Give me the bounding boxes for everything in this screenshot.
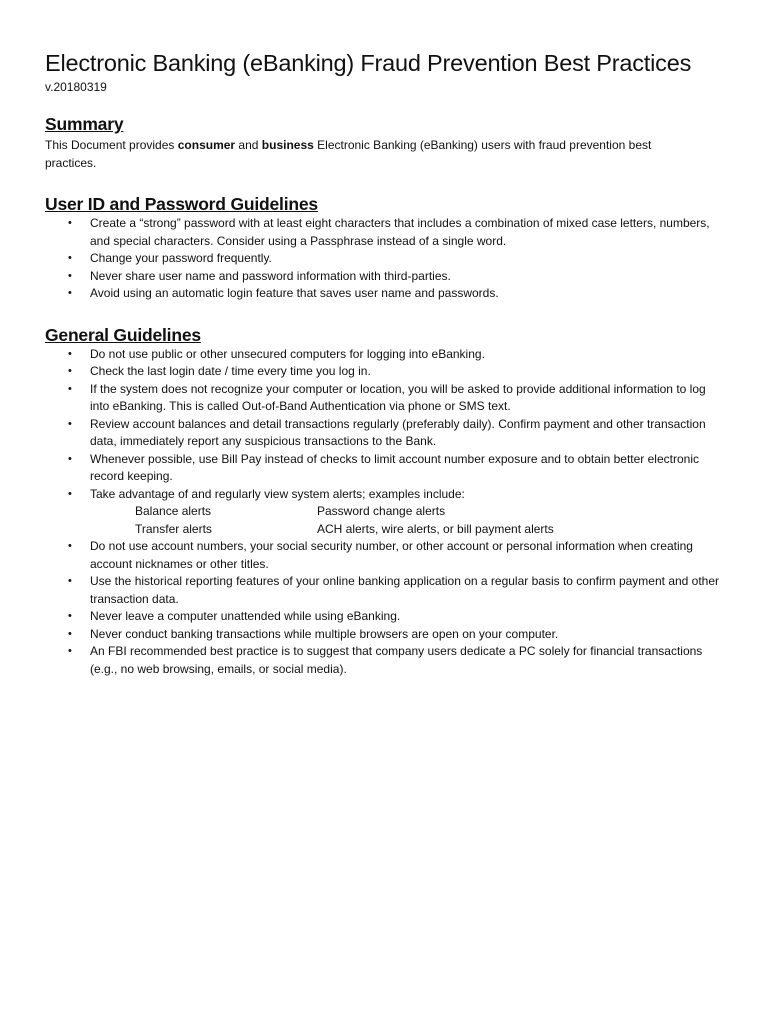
user-id-heading: User ID and Password Guidelines — [45, 194, 318, 214]
document-title: Electronic Banking (eBanking) Fraud Prevention Best Practices — [45, 50, 692, 76]
list-item — [45, 346, 730, 364]
list-item — [45, 215, 730, 250]
list-item-text: An FBI recommended best practice is to suggest that company users dedicate a PC solely for financial transactions (e.g., no web browsing, emails, or social media). — [90, 644, 703, 676]
list-item-text: If the system does not recognize your computer or location, you will be asked to provide additional information to log into eBanking. This is called Out-of-Band Authentication via phone or SMS text. — [90, 381, 706, 413]
list-item-text: Check the last login date / time every time you log in. — [90, 364, 371, 378]
bullet-icon: • — [68, 382, 72, 395]
bullet-icon: • — [68, 575, 72, 587]
list-item-text: Avoid using an automatic login feature that saves user name and passwords. — [90, 286, 499, 300]
list-item — [45, 626, 730, 644]
bullet-icon: • — [68, 627, 72, 640]
bullet-icon: • — [68, 217, 72, 229]
general-heading: General Guidelines — [45, 324, 201, 345]
bullet-icon: • — [68, 287, 72, 299]
list-item-text: Do not use public or other unsecured computers for logging into eBanking. — [90, 346, 485, 361]
summary-text-part: and — [235, 138, 262, 152]
list-item — [45, 250, 730, 268]
list-item-text: Change your password frequently. — [90, 251, 272, 265]
alert-example: Balance alerts — [135, 504, 212, 518]
bullet-icon: • — [68, 540, 72, 552]
list-item — [45, 268, 730, 286]
list-item-text: Do not use account numbers, your social security number, or other account or personal information when creating account nicknames or other titles. — [90, 539, 693, 571]
list-item-text: Never conduct banking transactions while multiple browsers are open on your computer. — [90, 626, 559, 641]
bullet-icon: • — [68, 252, 72, 264]
alert-example: Transfer alerts — [135, 521, 212, 536]
general-list — [45, 346, 730, 679]
bullet-icon: • — [68, 610, 72, 622]
bullet-icon: • — [68, 347, 72, 360]
list-item — [45, 416, 730, 451]
alert-example: Password change alerts — [317, 504, 446, 518]
list-item — [45, 285, 730, 303]
summary-bold-consumer: consumer — [177, 138, 236, 152]
summary-paragraph — [45, 137, 730, 172]
list-item-text: Review account balances and detail transactions regularly (preferably daily). Confirm payment and other transaction data, immediately report any suspicious transactions to the Bank. — [90, 416, 706, 448]
list-item — [45, 381, 730, 416]
list-item-text: Whenever possible, use Bill Pay instead of checks to limit account number exposure and to obtain better electronic record keeping. — [90, 451, 699, 483]
summary-bold-business: business — [261, 138, 314, 152]
bullet-icon: • — [68, 417, 72, 430]
list-item — [45, 538, 730, 573]
list-item-text: Never share user name and password information with third-parties. — [90, 268, 451, 283]
bullet-icon: • — [68, 487, 72, 500]
list-item-text: Never leave a computer unattended while using eBanking. — [90, 609, 401, 623]
bullet-icon: • — [68, 269, 72, 282]
list-item-text: Take advantage of and regularly view system alerts; examples include: — [90, 486, 465, 501]
alert-example: ACH alerts, wire alerts, or bill payment alerts — [317, 521, 554, 536]
summary-text-part: This Document provides — [45, 138, 178, 152]
user-id-list — [45, 215, 730, 303]
alert-examples-table — [135, 503, 726, 538]
bullet-icon: • — [68, 365, 72, 377]
list-item — [45, 486, 730, 539]
list-item — [45, 573, 730, 608]
bullet-icon: • — [68, 452, 72, 465]
list-item — [45, 363, 730, 381]
list-item-text: Use the historical reporting features of your online banking application on a regular basis to confirm payment and other transaction data. — [90, 574, 720, 606]
list-item — [45, 643, 730, 678]
list-item-text: Create a “strong” password with at least eight characters that includes a combination of mixed case letters, numbers, and special characters. Consider using a Passphrase instead of a single word. — [90, 216, 710, 248]
summary-heading: Summary — [45, 114, 124, 134]
bullet-icon: • — [68, 645, 72, 657]
document-version: v.20180319 — [45, 80, 107, 94]
summary-text-part: Electronic Banking (eBanking) users with fraud prevention best practices. — [45, 138, 652, 170]
list-item — [45, 608, 730, 626]
list-item — [45, 451, 730, 486]
